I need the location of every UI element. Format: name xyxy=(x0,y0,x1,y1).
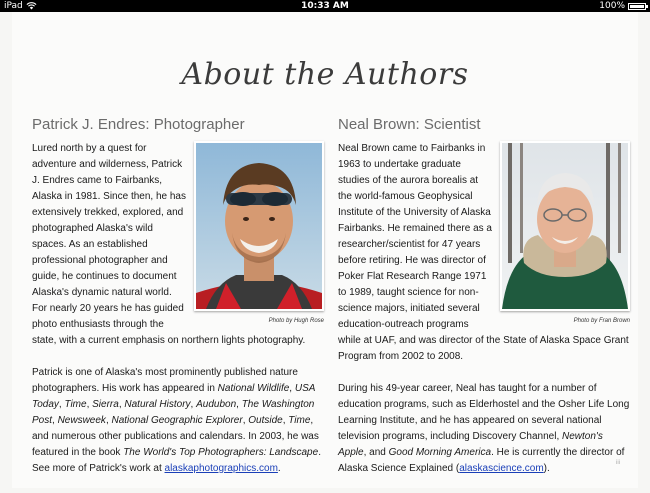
text-run: , xyxy=(52,415,58,426)
text-run: . See more of Patrick's work at xyxy=(32,447,321,474)
text-run: , and numerous other publications and calendars. In 2003, he was featured in the book xyxy=(32,415,319,458)
battery-percent: 100% xyxy=(599,1,625,11)
author-bio-patrick xyxy=(32,141,324,477)
battery-icon xyxy=(628,3,646,10)
author-column-neal xyxy=(338,116,630,493)
text-run: . He is currently the director of Alaska Science Explained ( xyxy=(338,447,625,474)
text-run: , xyxy=(242,415,249,426)
text-run: , xyxy=(282,415,289,426)
status-bar xyxy=(0,0,650,12)
publication-title: National Wildlife xyxy=(217,383,290,394)
text-run: , xyxy=(86,399,93,410)
program-title: Good Morning America xyxy=(388,447,492,458)
author-photo-block xyxy=(194,141,324,329)
publication-title: The Washington Post xyxy=(32,399,315,426)
author-photo-patrick[interactable] xyxy=(194,141,324,311)
author-bio-neal xyxy=(338,141,630,477)
portrait-image xyxy=(196,143,322,309)
publication-title: Natural History xyxy=(124,399,191,410)
author-heading-patrick: Patrick J. Endres: Photographer xyxy=(32,116,245,133)
device-label: iPad xyxy=(4,1,23,11)
bio-paragraph-1: Neal Brown came to Fairbanks in 1963 to undertake graduate studies of the aurora borealis at the world-famous Geophysical Institute of the University of Alaska Fairbanks. He remained there as a researcher/scientist for 47 years before retiring. He was director of Poker Flat Research Range 1971 to 1989, taught science for non-science majors, initiated several education-outreach programs while at UAF, and was director of the State of Alaska Space Grant Program from 2002 to 2008. xyxy=(338,143,629,362)
text-run: , xyxy=(118,399,125,410)
publication-title: Time xyxy=(288,415,311,426)
text-run: , xyxy=(236,399,242,410)
publication-title: Audubon xyxy=(196,399,237,410)
publication-title: Time xyxy=(64,399,87,410)
author-photo-neal[interactable] xyxy=(500,141,630,311)
author-column-patrick xyxy=(32,116,324,493)
author-heading-neal: Neal Brown: Scientist xyxy=(338,116,481,133)
publication-title: National Geographic Explorer xyxy=(111,415,243,426)
text-run: . xyxy=(277,463,281,474)
program-title: Newton's Apple xyxy=(338,431,603,458)
publication-title: USA Today xyxy=(32,383,316,410)
text-run: Patrick is one of Alaska's most prominently published nature photographers. His work has appeared in xyxy=(32,367,298,394)
bio-paragraph-2 xyxy=(32,365,324,477)
text-run: , xyxy=(190,399,197,410)
portrait-image xyxy=(502,143,628,309)
publication-title: Sierra xyxy=(92,399,119,410)
text-run: During his 49-year career, Neal has taught for a number of education programs, such as Elderhostel and the Osher Life Long Learning Institute, and he has appeared on several national television programs, including Discovery Channel, xyxy=(338,383,630,442)
website-link-neal[interactable]: alaskascience.com xyxy=(459,463,544,474)
book-title: The World's Top Photographers: Landscape xyxy=(123,447,319,458)
text-run: , xyxy=(105,415,112,426)
text-run: , and xyxy=(363,447,389,458)
page-title: About the Authors xyxy=(181,57,469,92)
photo-caption-patrick: Photo by Hugh Rose xyxy=(268,318,324,324)
bio-paragraph-2 xyxy=(338,381,630,477)
text-run: , xyxy=(58,399,65,410)
page-number: iii xyxy=(616,460,620,466)
publication-title: Outside xyxy=(248,415,283,426)
status-right xyxy=(599,0,646,12)
text-run: ). xyxy=(543,463,550,474)
bio-paragraph-1: Lured north by a quest for adventure and wilderness, Patrick J. Endres came to Fairbanks, Alaska in 1981. Since then, he has extensively trekked, explored, and photographed Alaska's wild spaces. As an established professional photographer and guide, he continues to document Alaska's dynamic natural world. For nearly 20 years he has guided photo enthusiasts through the state, with a current emphasis on northern lights photography. xyxy=(32,143,306,346)
clock: 10:33 AM xyxy=(301,1,349,11)
website-link-patrick[interactable]: alaskaphotographics.com xyxy=(164,463,278,474)
author-photo-block xyxy=(500,141,630,329)
photo-caption-neal: Photo by Fran Brown xyxy=(573,318,630,324)
book-page xyxy=(12,12,638,488)
publication-title: Newsweek xyxy=(57,415,106,426)
text-run: , xyxy=(289,383,295,394)
